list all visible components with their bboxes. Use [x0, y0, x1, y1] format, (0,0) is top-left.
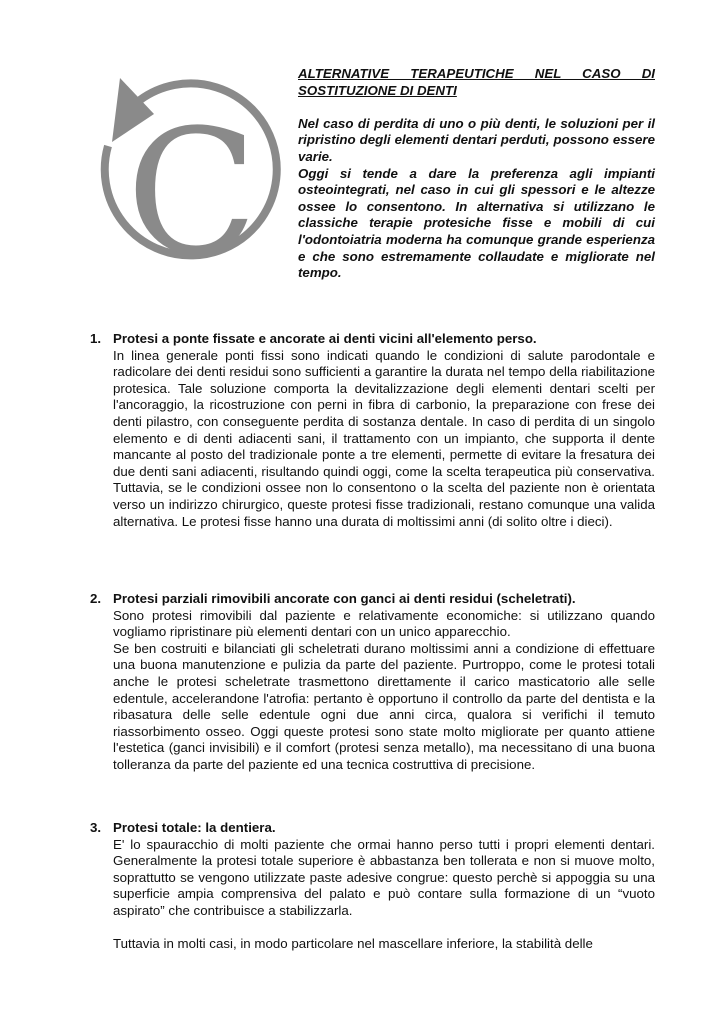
- section-heading: Protesi parziali rimovibili ancorate con ganci ai denti residui (scheletrati).: [113, 591, 576, 606]
- intro-paragraph-2: Oggi si tende a dare la preferenza agli impianti osteointegrati, nel caso in cui gli spessori e le altezze ossee lo consentono. In alternativa si utilizzano le classiche terapie protesiche fisse e mobili di cui l'odontoiatria moderna ha comunque grande esperienza e che sono estremamente collaudate e migliorate nel tempo.: [298, 165, 655, 281]
- document-title: ALTERNATIVE TERAPEUTICHE NEL CASO DI SOSTITUZIONE DI DENTI: [298, 66, 655, 98]
- section-complete-denture: [90, 820, 655, 953]
- section-number: 1.: [90, 331, 102, 346]
- section-paragraph: E' lo spauracchio di molti paziente che ormai hanno perso tutti i propri elementi dentari. Generalmente la protesi totale superiore è abbastanza ben tollerata e non si muove molto, soprattutto se vengono utilizzate paste adesive congrue: questo perchè si appoggia su una superficie ampia comprensiva del palato e può contare sulla formazione di un “vuoto aspirato” che contribuisce a stabilizzarla.: [113, 836, 655, 918]
- intro-paragraph-1: Nel caso di perdita di uno o più denti, le soluzioni per il ripristino degli elementi dentari perduti, possono essere varie.: [298, 115, 655, 164]
- section-paragraph: In linea generale ponti fissi sono indicati quando le condizioni di salute parodontale e radicolare dei denti residui sono sufficienti a garantire la durata nel tempo della riabilitazione protesica. Tale soluzione comporta la devitalizzazione degli elementi dentari scelti per l'ancoraggio, la ricostruzione con perni in fibra di carbonio, la preparazione con frese dei denti pilastro, con conseguente perdita di sostanza dentale. In caso di perdita di un singolo elemento e di denti adiacenti sani, il trattamento con un impianto, che supporta il dente mancante al posto del tradizionale ponte a tre elementi, permette di evitare la fresatura dei due denti sani adiacenti, risultando quindi oggi, come la scelta terapeutica più conservativa. Tuttavia, se le condizioni ossee non lo consentono o la scelta del paziente non è orientata verso un indirizzo chirurgico, queste protesi fisse tradizionali, restano comunque una valida alternativa. Le protesi fisse hanno una durata di moltissimi anni (di solito oltre i dieci).: [113, 347, 655, 529]
- section-removable-partial: [90, 591, 655, 774]
- section-number: 2.: [90, 591, 102, 606]
- section-fixed-bridge: [90, 331, 655, 530]
- section-number: 3.: [90, 820, 102, 835]
- section-heading: Protesi a ponte fissate e ancorate ai denti vicini all'elemento perso.: [113, 331, 537, 346]
- section-paragraph: Sono protesi rimovibili dal paziente e relativamente economiche: si utilizzano quando vogliamo ripristinare più elementi dentari con un unico apparecchio.: [113, 607, 655, 640]
- section-heading: Protesi totale: la dentiera.: [113, 820, 276, 835]
- section-paragraph: Se ben costruiti e bilanciati gli scheletrati durano moltissimi anni a condizione di effettuare una buona manutenzione e pulizia da parte del paziente. Purtroppo, come le protesi totali anche le protesi scheletrate trasmettono direttamente il carico masticatorio alle selle edentule, accelerandone l'atrofia: pertanto è opportuno il controllo da parte del dentista e la ribasatura delle selle edentule ogni due anni circa, qualora si verifichi il temuto riassorbimento osseo. Oggi queste protesi sono state molto migliorate per quanto attiene l'estetica (ganci invisibili) e il comfort (protesi senza metallo), ma necessitano di una buona tolleranza da parte del paziente ed una tecnica costruttiva di precisione.: [113, 640, 655, 772]
- copyright-logo: [96, 62, 286, 284]
- logo-letter-c: C: [126, 92, 258, 284]
- section-paragraph: Tuttavia in molti casi, in modo particolare nel mascellare inferiore, la stabilità delle: [113, 936, 593, 952]
- document-header: [298, 66, 655, 282]
